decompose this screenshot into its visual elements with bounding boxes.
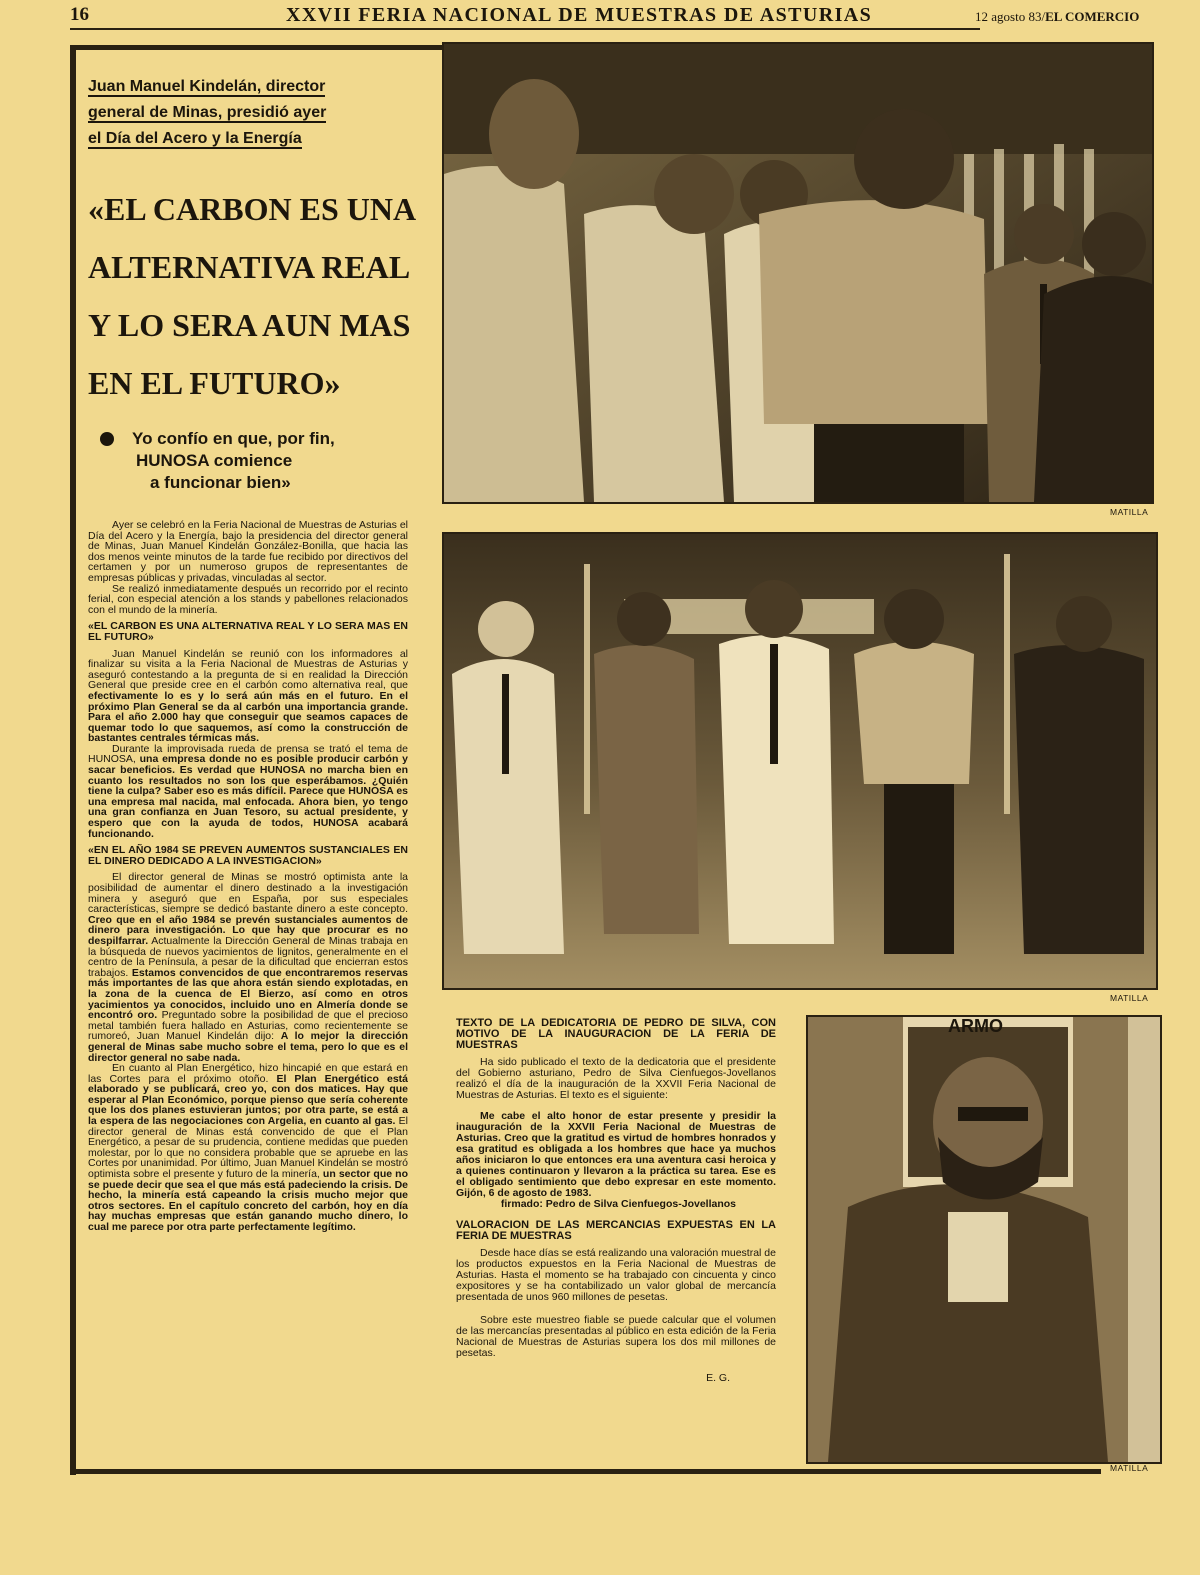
body-text: El director general de Minas está convencido de que el Plan Energético, a pesar de su prudencia, contiene medidas que pueden molestar, por lo que no considera probable que se apruebe en las Cortes por unanimidad. Por último, Juan Manuel Kindelán se mostró optimista sobre el presente y futuro de la minería,	[88, 1115, 408, 1181]
fair-title: XXVII FERIA NACIONAL DE MUESTRAS DE ASTURIAS	[286, 4, 873, 26]
issue-date: 12 agosto 83	[975, 9, 1042, 24]
quote-text: una empresa donde no es posible producir carbón y sacar beneficios. Es verdad que HUNOSA no marcha bien en cuanto los resultados no son los que esperábamos. ¿Quién tiene la culpa? Saber eso es más difícil. Parece que HUNOSA es una empresa mal nacida, mal enfocada. Ahora bien, yo tengo una gran confianza en Juan Tesoro, su actual presidente, y espero que con la ayuda de todos, HUNOSA acabará funcionando.	[88, 753, 409, 840]
body-paragraph	[88, 872, 408, 1063]
body-text: Durante la improvisada rueda de prensa se trató el tema de HUNOSA,	[88, 742, 408, 766]
body-text: En cuanto al Plan Energético, hizo hincapié en que estará en las Cortes para el próximo otoño.	[88, 1062, 408, 1085]
body-text: Preguntado sobre la posibilidad de que el precioso metal también fuera hallado en Asturias, como recientemente se rumoreó, Juan Manuel Kindelán dijo:	[88, 1009, 409, 1043]
photo-officials-group	[442, 42, 1154, 504]
body-text: Juan Manuel Kindelán se reunió con los informadores al finalizar su visita a la Feria Nacional de Muestras de Asturias y aseguró contestando a la pregunta de si en realidad la Dirección General que preside cree en el carbón como alternativa real, que	[88, 647, 408, 692]
dedication-quote: Me cabe el alto honor de estar presente y presidir la inauguración de la XXVII Feria Nacional de Muestras de Asturias. Creo que la gratitud es virtud de hombres honrados y esa gratitud es obligada a los hombres que hace ya muchos años iniciaron lo que entonces era una aventura casi heroica y a quienes continuaron y llevaron a la práctica su tarea. Ese es el obligado sentimiento que debo expresar en este momento. Gijón, 6 de agosto de 1983.	[456, 1110, 776, 1199]
section-title: «EL CARBON ES UNA ALTERNATIVA REAL Y LO SERA MAS EN EL FUTURO»	[88, 620, 408, 643]
dedication-intro: Ha sido publicado el texto de la dedicatoria que el presidente del Gobierno asturiano, Pedro de Silva Cienfuegos-Jovellanos realizó el día de la inauguración de la XXVII Feria Nacional de Muestras de Asturias. El texto es el siguiente:	[456, 1056, 776, 1101]
photo-credit: MATILLA	[1110, 507, 1149, 517]
masthead-rule	[70, 28, 980, 30]
headline-line: Y LO SERA AUN MAS	[88, 307, 411, 343]
kicker-line: el Día del Acero y la Energía	[88, 130, 302, 147]
body-paragraph	[88, 649, 408, 744]
subhead	[100, 428, 420, 494]
exhibit-sign-text: ARMO	[948, 1017, 1003, 1036]
quote-text: Creo que en el año 1984 se prevén sustanciales aumentos de dinero para investigación. Lo que hay que procurar es no despilfarrar.	[88, 913, 408, 947]
body-text: Actualmente la Dirección General de Minas trabaja en la búsqueda de nuevos yacimientos de lignitos, generalmente en el centro de la Península, a pesar de la dificultad que encierran estos trabajos.	[88, 934, 408, 979]
sidebar-articles	[456, 1018, 776, 1395]
photo-image	[808, 1017, 1160, 1462]
subhead-line: Yo confío en que, por fin,	[132, 429, 335, 448]
photo-officials-walking	[442, 532, 1158, 990]
author-initials: E. G.	[706, 1372, 730, 1384]
article-body	[88, 520, 408, 1233]
subhead-line: a funcionar bien»	[150, 473, 291, 492]
valuation-paragraph: Sobre este muestreo fiable se puede calcular que el volumen de las mercancías presentadas al público en esta edición de la Feria Nacional de Muestras de Asturias supera los dos mil millones de pesetas.	[456, 1314, 776, 1359]
section-title: «EN EL AÑO 1984 SE PREVEN AUMENTOS SUSTANCIALES EN EL DINERO DEDICADO A LA INVESTIGACION»	[88, 844, 408, 867]
valuation-paragraph: Desde hace días se está realizando una valoración muestral de los productos expuestos en la Feria Nacional de Muestras de Asturias. Hasta el momento se ha trabajado con cincuenta y cinco expositores y se ha contabilizado un valor global de mercancía presentada de unos 960 millones de pesetas.	[456, 1247, 776, 1303]
body-paragraph	[88, 744, 408, 839]
quote-text: efectivamente lo es y lo será aún más en el futuro. En el próximo Plan General se da al carbón una importancia grande. Para el año 2.000 hay que conseguir que seamos capaces de quemar todo lo que saquemos, así como la construcción de bastantes centrales térmicas más.	[88, 689, 408, 745]
photo-portrait	[806, 1015, 1162, 1464]
valuation-title: VALORACION DE LAS MERCANCIAS EXPUESTAS EN LA FERIA DE MUESTRAS	[456, 1219, 776, 1242]
article-left-rule	[70, 45, 76, 1475]
masthead	[0, 0, 1200, 32]
quote-text: El Plan Energético está elaborado y se publicará, creo yo, con dos matices. Hay que esperar al Plan Económico, porque pienso que sería coherente que los dos planes estuvieran juntos; por otra parte, se está a la espera de las negociaciones con Argelia, en cuanto al gas.	[88, 1072, 408, 1128]
body-paragraph: Ayer se celebró en la Feria Nacional de Muestras de Asturias el Día del Acero y la Energía, bajo la presidencia del director general de Minas, Juan Manuel Kindelán González-Bonilla, que hacia las dos menos veinte minutos de la tarde fue recibido por directivos del certamen y por un numeroso grupos de representantes de empresas públicas y privadas, vinculadas al sector.	[88, 519, 408, 584]
headline-line: EN EL FUTURO»	[88, 365, 341, 401]
kicker-line: Juan Manuel Kindelán, director	[88, 78, 326, 95]
photo-credit: MATILLA	[1110, 993, 1149, 1003]
quote-text: un sector que no se puede decir que sea el que más está padeciendo la crisis. De hecho, la minería está capeando la crisis mucho mejor que otros sectores. En el capítulo concreto del carbón, hoy en día hay muchas empresas que están ganando mucho dinero, lo cual me parece por otra parte perfectamente legítimo.	[88, 1168, 408, 1233]
photo-credit: MATILLA	[1110, 1463, 1149, 1473]
dedication-title: TEXTO DE LA DEDICATORIA DE PEDRO DE SILVA, CON MOTIVO DE LA INAUGURACION DE LA FERIA DE MUESTRAS	[456, 1017, 776, 1051]
kicker	[88, 74, 388, 152]
article-bottom-rule	[76, 1469, 1101, 1474]
headline	[88, 180, 428, 412]
body-paragraph: Se realizó inmediatamente después un recorrido por el recinto ferial, con especial atención a los stands y pabellones relacionados con el mundo de la minería.	[88, 582, 408, 616]
quote-text: A lo mejor la dirección general de Minas sabe mucho sobre el tema, pero lo que es el director general no sabe nada.	[88, 1030, 408, 1064]
body-text: El director general de Minas se mostró optimista ante la posibilidad de aumentar el dinero destinado a la investigación minera y aseguró que en España, por sus especiales características, siempre se dedicó bastante dinero a este concepto.	[88, 871, 408, 916]
kicker-line: general de Minas, presidió ayer	[88, 104, 327, 121]
photo-image	[444, 534, 1156, 988]
headline-line: «EL CARBON ES UNA	[88, 191, 417, 227]
headline-line: ALTERNATIVA REAL	[88, 249, 411, 285]
page-number: 16	[70, 4, 89, 25]
body-paragraph	[88, 1063, 408, 1233]
dedication-signature: firmado: Pedro de Silva Cienfuegos-Jovellanos	[500, 1198, 736, 1210]
photo-image	[444, 44, 1152, 502]
subhead-line: HUNOSA comience	[136, 451, 293, 470]
quote-text: Estamos convencidos de que encontraremos reservas más importantes de las que ahora están siendo explotadas, en la zona de la cuenca de El Bierzo, así como en otros yacimientos ya conocidos, incluido uno en Almería donde se encontró oro.	[88, 966, 408, 1022]
bullet-icon	[100, 432, 114, 446]
date-line: 12 agosto 83/EL COMERCIO	[975, 9, 1140, 24]
newspaper-name: EL COMERCIO	[1045, 9, 1140, 24]
